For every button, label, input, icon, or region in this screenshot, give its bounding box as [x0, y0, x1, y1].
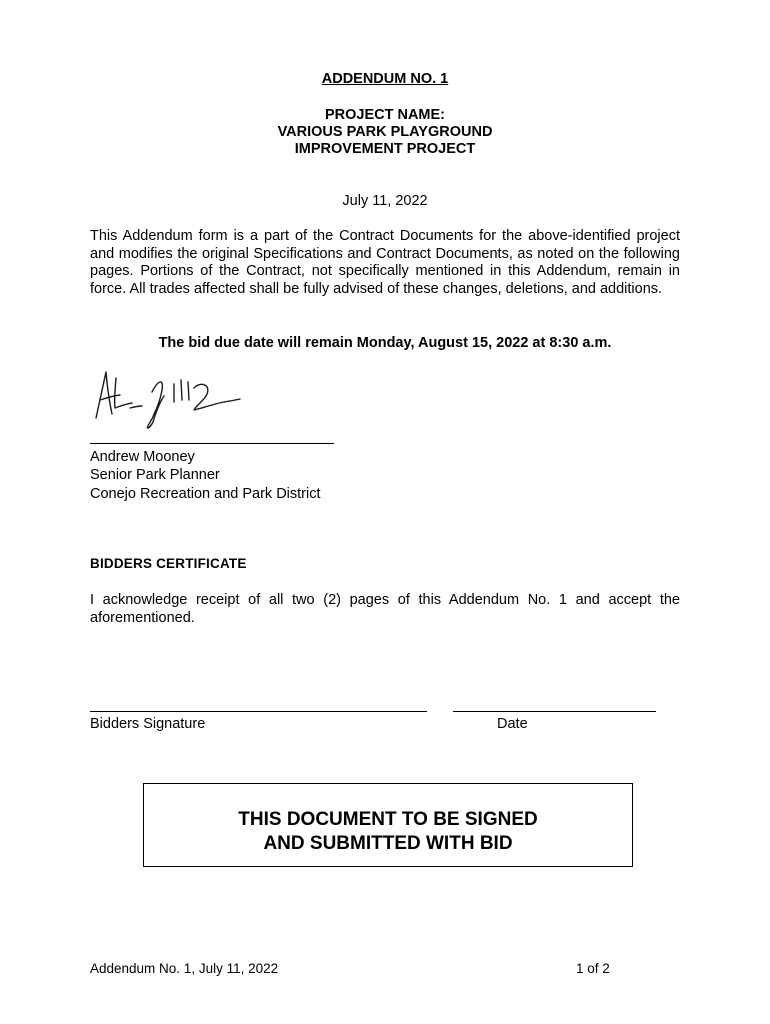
notice-line-1: THIS DOCUMENT TO BE SIGNED [238, 809, 538, 830]
footer-page-number: 1 of 2 [576, 961, 610, 976]
addendum-title: ADDENDUM NO. 1 [321, 71, 449, 87]
date-label: Date [497, 716, 528, 732]
handwritten-signature [90, 366, 250, 432]
document-date: July 11, 2022 [342, 193, 428, 209]
submission-notice-box [143, 783, 633, 867]
project-name-line-2: IMPROVEMENT PROJECT [294, 141, 476, 157]
project-name-label: PROJECT NAME: [324, 107, 446, 123]
date-signature-line[interactable] [453, 711, 656, 712]
signer-organization: Conejo Recreation and Park District [90, 485, 321, 502]
intro-paragraph: This Addendum form is a part of the Contract Documents for the above-identified project and modifies the original Specifications and Contract Documents, as noted on the following pages. Portions of the Contract, not specifically mentioned in this Addendum, remain in force. All trades affected shall be fully advised of these changes, deletions, and additions. [90, 228, 680, 297]
bidders-certificate-heading: BIDDERS CERTIFICATE [90, 556, 247, 571]
project-name-block [0, 107, 770, 158]
submission-notice-text [144, 808, 632, 856]
notice-line-2: AND SUBMITTED WITH BID [263, 833, 513, 854]
acknowledgement-paragraph: I acknowledge receipt of all two (2) pages of this Addendum No. 1 and accept the aforementioned. [90, 592, 680, 626]
signer-name: Andrew Mooney [90, 449, 195, 465]
signer-block [90, 448, 321, 503]
footer-document-reference: Addendum No. 1, July 11, 2022 [90, 961, 279, 976]
signer-signature-line [90, 443, 334, 444]
bidders-signature-label: Bidders Signature [90, 716, 206, 732]
bidders-signature-line[interactable] [90, 711, 427, 712]
project-name-line-1: VARIOUS PARK PLAYGROUND [277, 124, 493, 140]
signer-title: Senior Park Planner [90, 467, 220, 484]
bid-due-statement: The bid due date will remain Monday, August 15, 2022 at 8:30 a.m. [158, 335, 612, 351]
